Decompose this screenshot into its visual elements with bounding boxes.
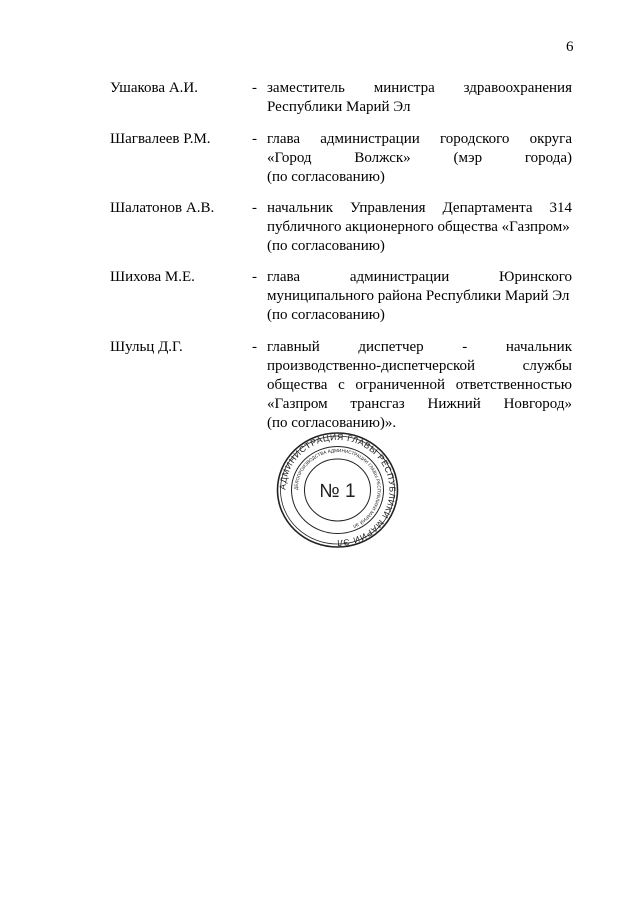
person-role: [267, 130, 572, 187]
person-name: Шагвалеев Р.М.: [110, 131, 211, 147]
role-line: общества с ограниченной ответственностью: [267, 377, 572, 393]
role-line: глава администрации городского округа: [267, 131, 572, 147]
role-line: (по согласованию): [267, 169, 385, 185]
role-line: (по согласованию): [267, 238, 385, 254]
role-line: производственно-диспетчерской службы: [267, 358, 572, 374]
separator-dash: -: [252, 200, 257, 216]
official-stamp: [275, 431, 400, 549]
person-name: Шульц Д.Г.: [110, 339, 183, 355]
person-name: Шалатонов А.В.: [110, 200, 215, 216]
role-line: публичного акционерного общества «Газпром»: [267, 219, 570, 235]
person-role: [267, 338, 572, 433]
page-number: 6: [566, 39, 574, 55]
role-line: глава администрации Юринского: [267, 269, 572, 285]
role-line: (по согласованию)».: [267, 415, 397, 431]
role-line: «Город Волжск» (мэр города): [267, 150, 572, 166]
person-role: [267, 79, 572, 117]
stamp-number: № 1: [319, 481, 356, 502]
separator-dash: -: [252, 339, 257, 355]
stamp-inner-text: ДЕЛОПРОИЗВОДСТВА АДМИНИСТРАЦИИ ГЛАВЫ РЕСПУБЛИКИ МАРИЙ ЭЛ: [293, 447, 382, 529]
separator-dash: -: [252, 269, 257, 285]
role-line: Республики Марий Эл: [267, 99, 411, 115]
person-name: Шихова М.Е.: [110, 269, 195, 285]
role-line: начальник Управления Департамента 314: [267, 200, 572, 216]
person-role: [267, 268, 572, 325]
role-line: муниципального района Республики Марий Эл: [267, 288, 570, 304]
person-role: [267, 199, 572, 256]
role-line: «Газпром трансгаз Нижний Новгород»: [267, 396, 572, 412]
role-line: заместитель министра здравоохранения: [267, 80, 572, 96]
stamp-outer-text: АДМИНИСТРАЦИЯ ГЛАВЫ РЕСПУБЛИКИ МАРИЙ ЭЛ: [277, 431, 398, 549]
separator-dash: -: [252, 80, 257, 96]
role-line: главный диспетчер - начальник: [267, 339, 572, 355]
role-line: (по согласованию): [267, 307, 385, 323]
person-name: Ушакова А.И.: [110, 80, 198, 96]
separator-dash: -: [252, 131, 257, 147]
